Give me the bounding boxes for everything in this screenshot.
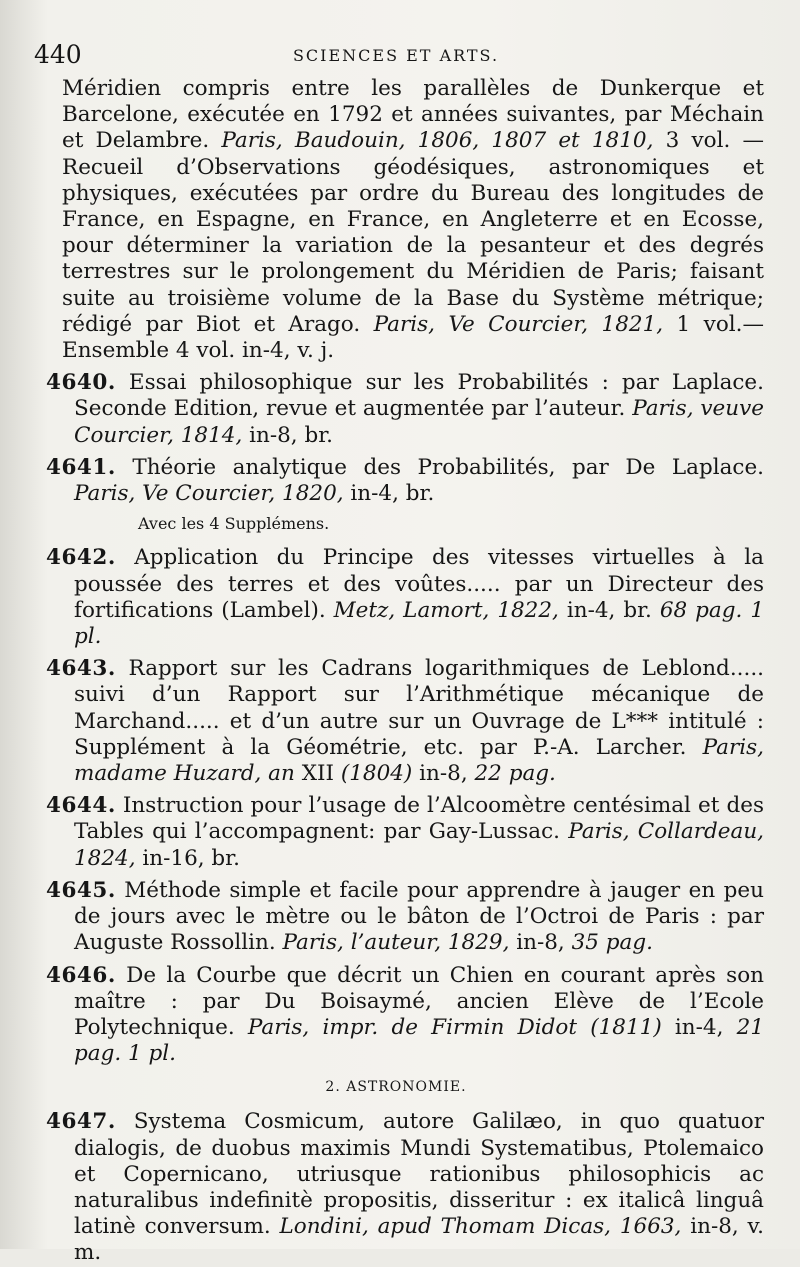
catalog-entries: [28, 76, 764, 1067]
entry-imprint: 21 pag. 1 pl.: [74, 1014, 764, 1067]
entry-text: in-8, v. m.: [74, 1214, 764, 1266]
entry-text: in-8, br.: [242, 422, 333, 448]
catalog-entry: [28, 878, 764, 957]
entry-text: XII: [294, 761, 341, 787]
entry-imprint: Paris, l’auteur, 1829,: [282, 930, 510, 956]
entry-number: 4640.: [46, 370, 116, 396]
entry-text: Application du Principe des vitesses virtuelles à la poussée des terres et des voûtes..... par un Directeur des fortifications (Lambel).: [74, 545, 764, 623]
entry-text: in-8,: [509, 930, 572, 956]
entry-text: De la Courbe que décrit un Chien en courant après son maître : par Du Boisaymé, ancien Elève de l’Ecole Polytechnique.: [74, 962, 764, 1040]
entry-text: Systema Cosmicum, autore Galilæo, in quo quatuor dialogis, de duobus maximis Mundi Systematibus, Ptolemaico et Copernicano, utriusque rationibus philosophicis ac naturalibus indefinitè propositis, disseritur : ex italicâ linguâ latinè conversum.: [74, 1109, 764, 1240]
page-number: 440: [34, 40, 82, 69]
catalog-entry: [28, 1109, 764, 1266]
entry-text: Rapport sur les Cadrans logarithmiques de Leblond..... suivi d’un Rapport sur l’Arithmétique mécanique de Marchand..... et d’un autre sur un Ouvrage de L*** intitulé : Supplément à la Géométrie, etc. par P.-A. Larcher.: [74, 656, 764, 760]
catalog-entry: [28, 963, 764, 1068]
entry-text: Méridien compris entre les parallèles de Dunkerque et Barcelone, exécutée en 1792 et années suivantes, par Méchain et Delambre.: [62, 76, 764, 154]
entry-text: in-4, br.: [558, 597, 660, 623]
entry-imprint: (1804): [340, 761, 413, 787]
page-header: [28, 36, 764, 76]
entry-number: 4647.: [46, 1109, 116, 1135]
entry-imprint: Paris, impr. de Firmin Didot (1811): [247, 1014, 662, 1040]
entry-text: in-8,: [412, 761, 475, 787]
entry-imprint: Paris, Ve Courcier, 1820,: [74, 481, 344, 507]
entry-number: 4641.: [46, 454, 116, 480]
running-head: SCIENCES ET ARTS.: [292, 46, 500, 65]
entry-imprint: Paris, Baudouin, 1806, 1807 et 1810,: [221, 128, 654, 154]
entry-imprint: Paris, Ve Courcier, 1821,: [373, 311, 664, 337]
entry-number: 4645.: [46, 877, 116, 903]
entry-text: Essai philosophique sur les Probabilités : par Laplace. Seconde Edition, revue et augmentée par l’auteur.: [74, 370, 764, 422]
catalog-entry: [28, 793, 764, 872]
catalog-entries-astronomy: [28, 1109, 764, 1266]
entry-number: 4646.: [46, 962, 116, 988]
entry-imprint: 68 pag. 1 pl.: [74, 597, 764, 650]
entry-text: in-16, br.: [135, 845, 240, 871]
entry-text: in-4, br.: [343, 481, 435, 507]
entry-imprint: Metz, Lamort, 1822,: [333, 597, 559, 623]
entry-text: Théorie analytique des Probabilités, par De Laplace.: [115, 454, 764, 480]
entry-imprint: Paris, Collardeau, 1824,: [74, 819, 765, 871]
entry-number: 4643.: [46, 656, 116, 682]
entry-number: 4642.: [46, 545, 116, 571]
entry-imprint: 35 pag.: [571, 930, 653, 956]
entry-note: Avec les 4 Supplémens.: [138, 514, 330, 534]
entry-text: Méthode simple et facile pour apprendre à jauger en peu de jours avec le mètre ou le bâton de l’Octroi de Paris : par Auguste Rossollin.: [74, 877, 764, 956]
entry-imprint: 22 pag.: [474, 761, 556, 787]
entry-text: in-4,: [661, 1014, 737, 1040]
entry-text: 1 vol.—Ensemble 4 vol. in-4, v. j.: [62, 311, 764, 364]
catalog-entry: [28, 455, 764, 507]
entry-number: 4644.: [46, 793, 116, 819]
section-heading: 2. ASTRONOMIE.: [325, 1079, 467, 1096]
catalog-entry: [28, 545, 764, 650]
entry-text: Instruction pour l’usage de l’Alcoomètre centésimal et des Tables qui l’accompagnent: par Gay-Lussac.: [74, 793, 764, 845]
catalog-entry: [28, 656, 764, 787]
catalog-entry: [28, 370, 764, 449]
catalog-entry: [28, 76, 764, 364]
entry-imprint: Paris, madame Huzard, an: [74, 734, 764, 787]
entry-imprint: Paris, veuve Courcier, 1814,: [74, 396, 764, 448]
entry-text: 3 vol. — Recueil d’Observations géodésiques, astronomiques et physiques, exécutées par ordre du Bureau des longitudes de France, en Espagne, en France, en Angleterre et en Ecosse, pour déterminer la variation de la pesanteur et des degrés terrestres sur le prolongement du Méridien de Paris; faisant suite au troisième volume de la Base du Système métrique; rédigé par Biot et Arago.: [62, 128, 764, 337]
entry-imprint: Londini, apud Thomam Dicas, 1663,: [279, 1214, 682, 1240]
